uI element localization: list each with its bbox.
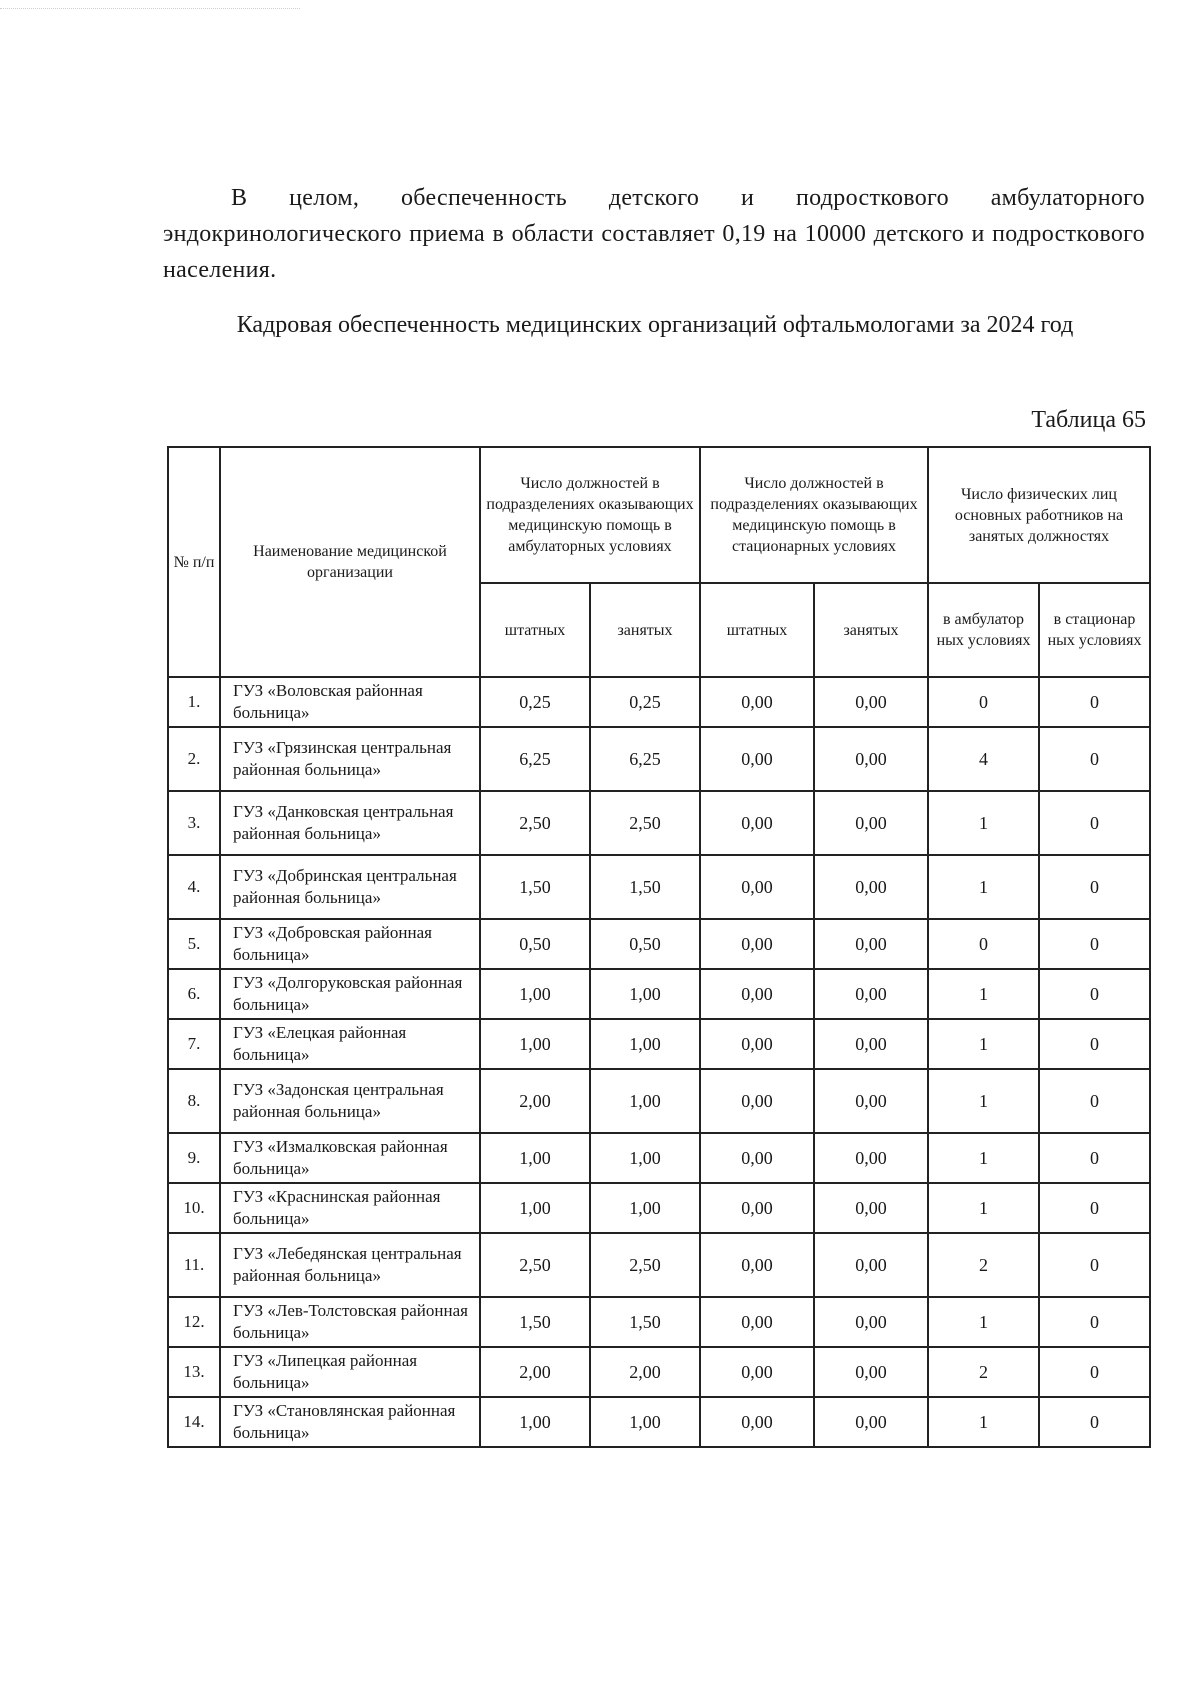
row-number: 12. <box>168 1297 220 1347</box>
phys-stac-value: 0 <box>1039 1019 1150 1069</box>
ambul-zan-value: 2,50 <box>590 1233 700 1297</box>
ambul-shtat-value: 6,25 <box>480 727 590 791</box>
stac-zan-value: 0,00 <box>814 677 928 727</box>
ambul-zan-value: 2,00 <box>590 1347 700 1397</box>
ambul-zan-value: 0,50 <box>590 919 700 969</box>
phys-stac-value: 0 <box>1039 1233 1150 1297</box>
ambul-shtat-value: 2,00 <box>480 1347 590 1397</box>
phys-ambul-value: 0 <box>928 677 1039 727</box>
org-name: ГУЗ «Становлянская районная больница» <box>220 1397 480 1447</box>
stac-shtat-value: 0,00 <box>700 1347 814 1397</box>
table-row <box>168 1397 1150 1447</box>
ambul-shtat-value: 1,50 <box>480 1297 590 1347</box>
stac-shtat-value: 0,00 <box>700 855 814 919</box>
ambul-zan-value: 1,00 <box>590 1069 700 1133</box>
phys-ambul-value: 1 <box>928 1297 1039 1347</box>
row-number: 9. <box>168 1133 220 1183</box>
row-number: 10. <box>168 1183 220 1233</box>
stac-zan-value: 0,00 <box>814 1183 928 1233</box>
org-name: ГУЗ «Данковская центральная районная больница» <box>220 791 480 855</box>
ambul-shtat-value: 0,25 <box>480 677 590 727</box>
stac-zan-value: 0,00 <box>814 1347 928 1397</box>
stac-zan-value: 0,00 <box>814 1297 928 1347</box>
org-name: ГУЗ «Добровская районная больница» <box>220 919 480 969</box>
table-row <box>168 855 1150 919</box>
ambul-zan-value: 2,50 <box>590 791 700 855</box>
phys-stac-value: 0 <box>1039 1069 1150 1133</box>
ambul-shtat-value: 0,50 <box>480 919 590 969</box>
table-row <box>168 1233 1150 1297</box>
ambul-shtat-value: 2,50 <box>480 1233 590 1297</box>
ambul-shtat-value: 1,50 <box>480 855 590 919</box>
ambul-zan-value: 1,50 <box>590 1297 700 1347</box>
ambul-zan-value: 1,00 <box>590 1183 700 1233</box>
ambul-zan-value: 1,00 <box>590 1019 700 1069</box>
ambul-shtat-value: 1,00 <box>480 969 590 1019</box>
org-name: ГУЗ «Лев-Толстовская районная больница» <box>220 1297 480 1347</box>
header-phys-stac: в стационар ных условиях <box>1039 583 1150 677</box>
table-row <box>168 1347 1150 1397</box>
stac-zan-value: 0,00 <box>814 969 928 1019</box>
org-name: ГУЗ «Долгоруковская районная больница» <box>220 969 480 1019</box>
ambul-zan-value: 1,00 <box>590 1133 700 1183</box>
row-number: 8. <box>168 1069 220 1133</box>
ambul-shtat-value: 2,50 <box>480 791 590 855</box>
table-heading: Кадровая обеспеченность медицинских организаций офтальмологами за 2024 год <box>236 312 1074 338</box>
org-name: ГУЗ «Лебедянская центральная районная больница» <box>220 1233 480 1297</box>
org-name: ГУЗ «Грязинская центральная районная больница» <box>220 727 480 791</box>
row-number: 7. <box>168 1019 220 1069</box>
ambul-shtat-value: 1,00 <box>480 1397 590 1447</box>
stac-zan-value: 0,00 <box>814 791 928 855</box>
header-phys: Число физических лиц основных работников на занятых должностях <box>928 447 1150 583</box>
phys-stac-value: 0 <box>1039 1397 1150 1447</box>
row-number: 3. <box>168 791 220 855</box>
phys-ambul-value: 1 <box>928 1069 1039 1133</box>
ambul-zan-value: 1,00 <box>590 1397 700 1447</box>
phys-ambul-value: 1 <box>928 1183 1039 1233</box>
org-name: ГУЗ «Измалковская районная больница» <box>220 1133 480 1183</box>
staffing-table <box>167 446 1151 1448</box>
header-org: Наименование медицинской организации <box>220 447 480 677</box>
ambul-zan-value: 0,25 <box>590 677 700 727</box>
table-row <box>168 791 1150 855</box>
phys-stac-value: 0 <box>1039 1133 1150 1183</box>
ambul-zan-value: 1,00 <box>590 969 700 1019</box>
stac-zan-value: 0,00 <box>814 1397 928 1447</box>
org-name: ГУЗ «Задонская центральная районная больница» <box>220 1069 480 1133</box>
ambul-shtat-value: 1,00 <box>480 1183 590 1233</box>
stac-zan-value: 0,00 <box>814 855 928 919</box>
header-ambul-shtat: штатных <box>480 583 590 677</box>
table-header-row <box>168 447 1150 583</box>
table-row <box>168 969 1150 1019</box>
row-number: 13. <box>168 1347 220 1397</box>
org-name: ГУЗ «Краснинская районная больница» <box>220 1183 480 1233</box>
stac-zan-value: 0,00 <box>814 1233 928 1297</box>
stac-shtat-value: 0,00 <box>700 727 814 791</box>
phys-stac-value: 0 <box>1039 1347 1150 1397</box>
table-row <box>168 727 1150 791</box>
phys-ambul-value: 1 <box>928 1133 1039 1183</box>
stac-shtat-value: 0,00 <box>700 969 814 1019</box>
table-row <box>168 919 1150 969</box>
stac-shtat-value: 0,00 <box>700 1297 814 1347</box>
row-number: 2. <box>168 727 220 791</box>
stac-shtat-value: 0,00 <box>700 919 814 969</box>
ambul-zan-value: 6,25 <box>590 727 700 791</box>
phys-stac-value: 0 <box>1039 969 1150 1019</box>
stac-shtat-value: 0,00 <box>700 791 814 855</box>
row-number: 4. <box>168 855 220 919</box>
row-number: 11. <box>168 1233 220 1297</box>
header-phys-ambul: в амбулатор ных условиях <box>928 583 1039 677</box>
table-row <box>168 1297 1150 1347</box>
table-row <box>168 1019 1150 1069</box>
org-name: ГУЗ «Елецкая районная больница» <box>220 1019 480 1069</box>
stac-zan-value: 0,00 <box>814 727 928 791</box>
org-name: ГУЗ «Воловская районная больница» <box>220 677 480 727</box>
header-stac-shtat: штатных <box>700 583 814 677</box>
phys-ambul-value: 4 <box>928 727 1039 791</box>
stac-shtat-value: 0,00 <box>700 677 814 727</box>
table-row <box>168 1133 1150 1183</box>
phys-stac-value: 0 <box>1039 919 1150 969</box>
phys-stac-value: 0 <box>1039 677 1150 727</box>
table-row <box>168 677 1150 727</box>
phys-stac-value: 0 <box>1039 791 1150 855</box>
phys-ambul-value: 1 <box>928 1397 1039 1447</box>
header-ambul: Число должностей в подразделениях оказывающих медицинскую помощь в амбулаторных условиях <box>480 447 700 583</box>
table-row <box>168 1069 1150 1133</box>
table-number-label: Таблица 65 <box>1031 407 1146 433</box>
phys-ambul-value: 0 <box>928 919 1039 969</box>
stac-shtat-value: 0,00 <box>700 1133 814 1183</box>
phys-ambul-value: 1 <box>928 969 1039 1019</box>
phys-ambul-value: 2 <box>928 1347 1039 1397</box>
ambul-shtat-value: 2,00 <box>480 1069 590 1133</box>
stac-shtat-value: 0,00 <box>700 1069 814 1133</box>
stac-zan-value: 0,00 <box>814 1019 928 1069</box>
header-stac-zan: занятых <box>814 583 928 677</box>
row-number: 5. <box>168 919 220 969</box>
phys-ambul-value: 1 <box>928 1019 1039 1069</box>
row-number: 14. <box>168 1397 220 1447</box>
stac-zan-value: 0,00 <box>814 1069 928 1133</box>
phys-ambul-value: 1 <box>928 791 1039 855</box>
stac-shtat-value: 0,00 <box>700 1019 814 1069</box>
stac-zan-value: 0,00 <box>814 1133 928 1183</box>
phys-stac-value: 0 <box>1039 855 1150 919</box>
ambul-shtat-value: 1,00 <box>480 1019 590 1069</box>
org-name: ГУЗ «Липецкая районная больница» <box>220 1347 480 1397</box>
row-number: 1. <box>168 677 220 727</box>
ambul-shtat-value: 1,00 <box>480 1133 590 1183</box>
stac-shtat-value: 0,00 <box>700 1233 814 1297</box>
stac-zan-value: 0,00 <box>814 919 928 969</box>
phys-stac-value: 0 <box>1039 727 1150 791</box>
scan-edge-mark <box>0 8 300 10</box>
ambul-zan-value: 1,50 <box>590 855 700 919</box>
table-row <box>168 1183 1150 1233</box>
header-ambul-zan: занятых <box>590 583 700 677</box>
phys-stac-value: 0 <box>1039 1183 1150 1233</box>
phys-ambul-value: 2 <box>928 1233 1039 1297</box>
table-body <box>168 677 1150 1447</box>
row-number: 6. <box>168 969 220 1019</box>
org-name: ГУЗ «Добринская центральная районная больница» <box>220 855 480 919</box>
header-stac: Число должностей в подразделениях оказывающих медицинскую помощь в стационарных условиях <box>700 447 928 583</box>
stac-shtat-value: 0,00 <box>700 1183 814 1233</box>
phys-stac-value: 0 <box>1039 1297 1150 1347</box>
phys-ambul-value: 1 <box>928 855 1039 919</box>
header-num: № п/п <box>168 447 220 677</box>
stac-shtat-value: 0,00 <box>700 1397 814 1447</box>
intro-paragraph: В целом, обеспеченность детского и подросткового амбулаторного эндокринологического приема в области составляет 0,19 на 10000 детского и подросткового населения. <box>163 185 1145 283</box>
